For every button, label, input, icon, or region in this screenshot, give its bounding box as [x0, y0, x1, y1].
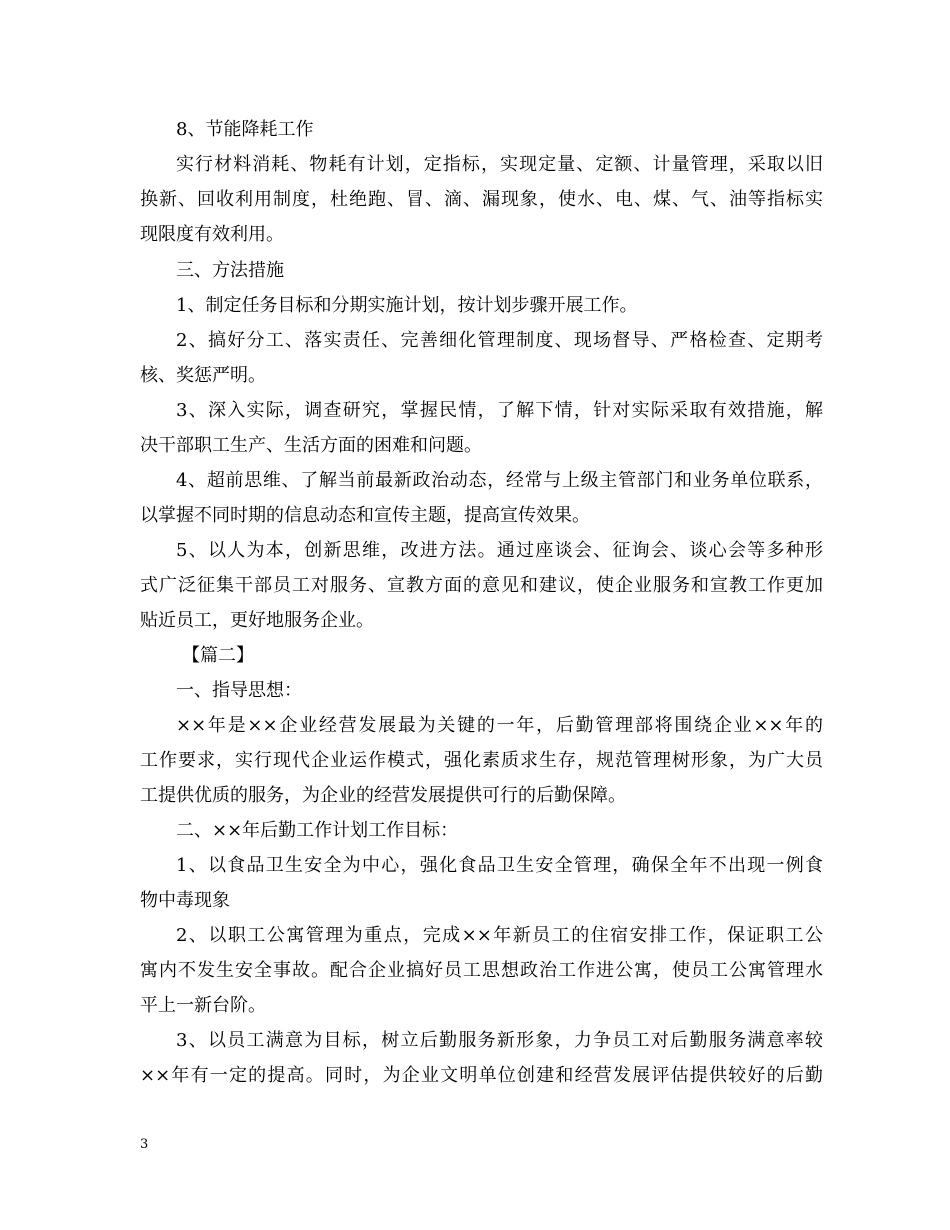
- paragraph-line: ××年有一定的提高。同时，为企业文明单位创建和经营发展评估提供较好的后勤: [140, 1065, 823, 1086]
- paragraph-line: 决干部职工生产、生活方面的困难和问题。: [140, 435, 482, 456]
- paragraph-line: 2、搞好分工、落实责任、完善细化管理制度、现场督导、严格检查、定期考: [176, 330, 823, 351]
- paragraph-line: 5、以人为本，创新思维，改进方法。通过座谈会、征询会、谈心会等多种形: [176, 540, 823, 561]
- section-heading: 二、××年后勤工作计划工作目标：: [176, 820, 459, 841]
- paragraph-line: 3、以员工满意为目标，树立后勤服务新形象，力争员工对后勤服务满意率较: [176, 1030, 823, 1051]
- paragraph-line: 3、深入实际，调查研究，掌握民情，了解下情，针对实际采取有效措施，解: [176, 400, 823, 421]
- section-heading: 一、指导思想：: [176, 680, 302, 701]
- paragraph-line: 式广泛征集干部员工对服务、宣教方面的意见和建议，使企业服务和宣教工作更加: [140, 575, 823, 596]
- paragraph-line: 寓内不发生安全事故。配合企业搞好员工思想政治工作进公寓，使员工公寓管理水: [140, 960, 823, 981]
- paragraph-line: ××年是××企业经营发展最为关键的一年，后勤管理部将围绕企业××年的: [176, 715, 823, 736]
- section-heading: 8、节能降耗工作: [176, 119, 314, 140]
- paragraph-line: 核、奖惩严明。: [140, 365, 266, 386]
- paragraph-line: 1、制定任务目标和分期实施计划，按计划步骤开展工作。: [176, 295, 638, 316]
- paragraph-line: 工提供优质的服务，为企业的经营发展提供可行的后勤保障。: [140, 785, 626, 806]
- paragraph-line: 2、以职工公寓管理为重点，完成××年新员工的住宿安排工作，保证职工公: [176, 925, 823, 946]
- paragraph-line: 平上一新台阶。: [140, 995, 266, 1016]
- paragraph-line: 以掌握不同时期的信息动态和宣传主题，提高宣传效果。: [140, 505, 590, 526]
- section-heading: 三、方法措施: [176, 260, 284, 281]
- paragraph-line: 物中毒现象: [140, 890, 230, 911]
- paragraph-line: 工作要求，实行现代企业运作模式，强化素质求生存，规范管理树形象，为广大员: [140, 750, 823, 771]
- part-heading: 【篇二】: [182, 645, 254, 666]
- page-number: 3: [140, 1137, 149, 1152]
- paragraph-line: 现限度有效利用。: [140, 224, 284, 245]
- paragraph-line: 4、超前思维、了解当前最新政治动态，经常与上级主管部门和业务单位联系，: [176, 470, 823, 491]
- paragraph-line: 实行材料消耗、物耗有计划，定指标，实现定量、定额、计量管理，采取以旧: [176, 154, 823, 175]
- paragraph-line: 1、以食品卫生安全为中心，强化食品卫生安全管理，确保全年不出现一例食: [176, 855, 823, 876]
- paragraph-line: 换新、回收利用制度，杜绝跑、冒、滴、漏现象，使水、电、煤、气、油等指标实: [140, 189, 823, 210]
- paragraph-line: 贴近员工，更好地服务企业。: [140, 610, 374, 631]
